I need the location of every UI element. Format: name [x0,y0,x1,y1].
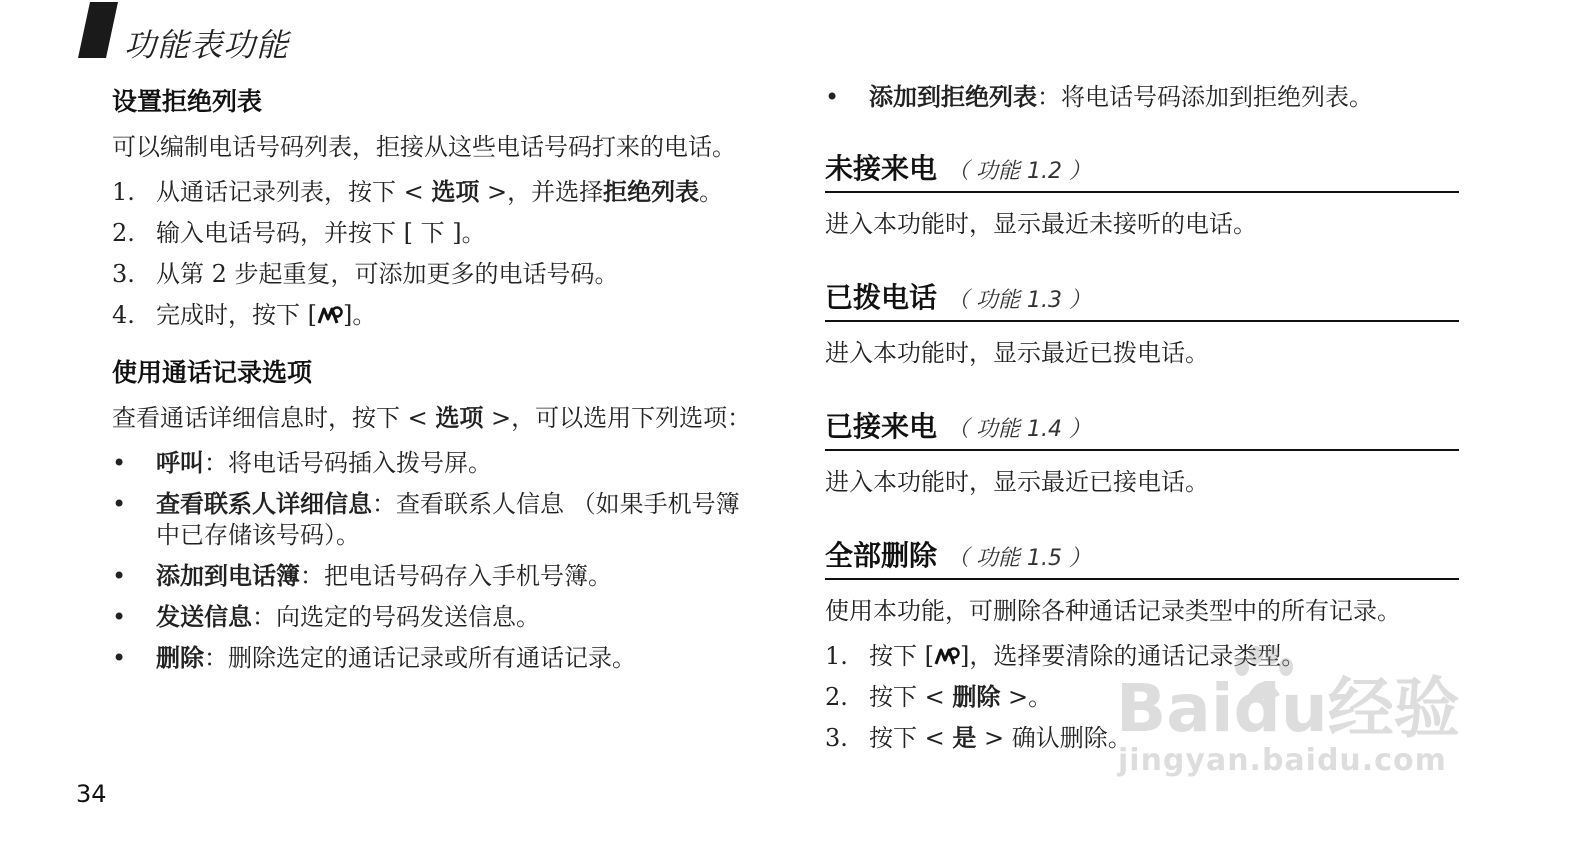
bullet-icon: • [112,603,127,631]
watermark-brand: Baidu经验 [1116,670,1460,747]
page-number: 34 [76,780,107,808]
bullet-icon: • [112,449,127,477]
list-item: • 呼叫：将电话号码插入拨号屏。 [112,449,492,477]
watermark-url: jingyan.baidu.com [1118,743,1447,778]
function-heading [825,534,1459,580]
function-description: 使用本功能，可删除各种通话记录类型中的所有记录。 [825,597,1401,625]
function-title: 已拨电话 [825,281,938,314]
ok-key-icon [317,303,343,327]
reject-list-steps [112,177,752,331]
header-accent-bar [78,2,118,58]
list-item: • 发送信息：向选定的号码发送信息。 [112,603,540,631]
ok-key-icon [934,644,960,668]
section-intro-reject-list: 可以编制电话号码列表，拒接从这些电话号码打来的电话。 [112,133,736,161]
function-dialed-calls [825,276,1459,369]
function-description: 进入本功能时，显示最近未接听的电话。 [825,210,1257,238]
function-description: 进入本功能时，显示最近已拨电话。 [825,339,1209,367]
bullet-icon: • [112,644,127,672]
list-item: 1. 从通话记录列表，按下 < 选项 >，并选择拒绝列表。 [112,178,724,206]
bullet-icon: • [112,490,127,518]
list-item: • 删除：删除选定的通话记录或所有通话记录。 [112,644,636,672]
reject-list-bullet [825,82,1459,113]
function-number: （ 功能 1.2 ） [947,159,1091,184]
list-item: • 添加到电话簿：把电话号码存入手机号簿。 [112,562,612,590]
function-heading [825,276,1459,322]
function-title: 已接来电 [825,410,938,443]
function-title: 未接来电 [825,152,938,185]
section-title-reject-list: 设置拒绝列表 [112,87,263,116]
list-item: 2. 输入电话号码，并按下 [ 下 ]。 [112,219,486,247]
call-log-options-list [112,448,752,674]
function-heading [825,147,1459,193]
section-title-call-log-options: 使用通话记录选项 [112,358,313,387]
list-item: 2. 按下 < 删除 >。 [825,683,1053,711]
function-missed-calls [825,147,1459,240]
list-item: 4. 完成时，按下 [ ]。 [112,301,377,329]
bullet-icon: • [825,83,840,111]
list-item: • 查看联系人详细信息：查看联系人信息 （如果手机号簿中已存储该号码）。 [112,490,740,549]
bullet-icon: • [112,562,127,590]
function-title: 全部删除 [825,539,938,572]
header-title: 功能表功能 [124,26,290,64]
list-item: • 添加到拒绝列表：将电话号码添加到拒绝列表。 [825,83,1373,111]
function-number: （ 功能 1.3 ） [947,288,1091,313]
left-column [112,82,752,674]
function-number: （ 功能 1.5 ） [947,546,1091,571]
function-number: （ 功能 1.4 ） [947,417,1091,442]
list-item: 3. 按下 < 是 > 确认删除。 [825,724,1132,752]
baidu-watermark [1110,645,1490,785]
list-item: 3. 从第 2 步起重复，可添加更多的电话号码。 [112,260,619,288]
function-description: 进入本功能时，显示最近已接电话。 [825,468,1209,496]
function-received-calls [825,405,1459,498]
section-intro-call-log-options: 查看通话详细信息时，按下 < 选项 >，可以选用下列选项： [112,404,752,432]
function-heading [825,405,1459,451]
list-item: 1. 按下 [ ]，选择要清除的通话记录类型。 [825,642,1306,670]
page-header [0,0,500,75]
